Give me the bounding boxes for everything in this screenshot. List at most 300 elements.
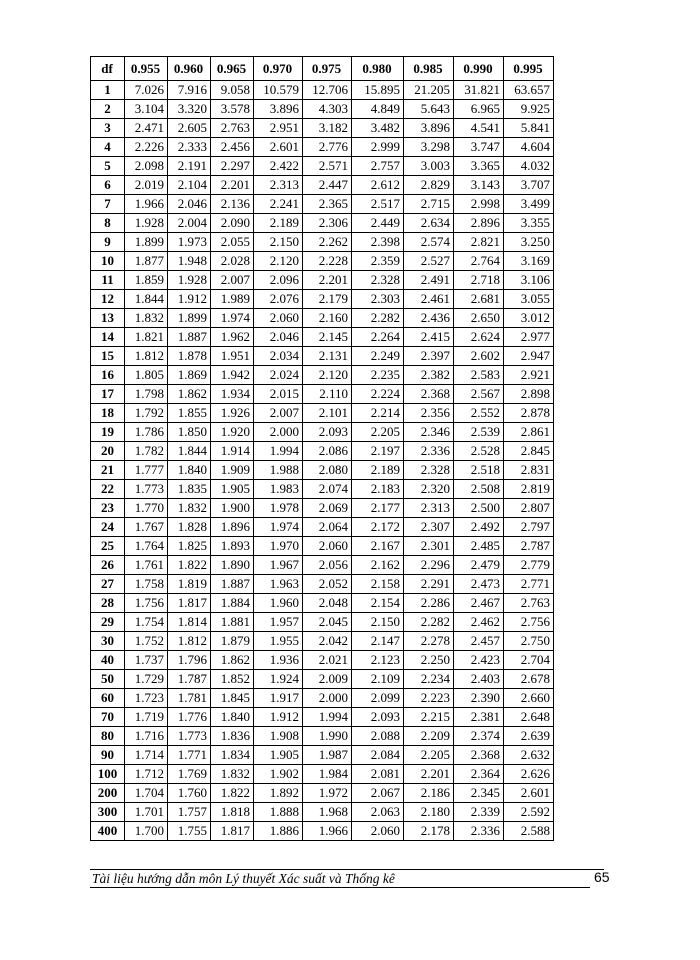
value-cell: 1.845: [211, 689, 254, 708]
value-cell: 2.235: [352, 366, 404, 385]
value-cell: 2.145: [303, 328, 352, 347]
value-cell: 1.924: [254, 670, 303, 689]
value-cell: 2.154: [352, 594, 404, 613]
value-cell: 2.060: [254, 309, 303, 328]
value-cell: 2.345: [454, 784, 504, 803]
value-cell: 1.719: [125, 708, 168, 727]
value-cell: 2.205: [404, 746, 454, 765]
value-cell: 2.162: [352, 556, 404, 575]
value-cell: 2.064: [303, 518, 352, 537]
table-row: [91, 480, 554, 499]
table-row: [91, 385, 554, 404]
df-cell: 21: [91, 461, 125, 480]
value-cell: 3.250: [504, 233, 554, 252]
value-cell: 2.074: [303, 480, 352, 499]
df-cell: 1: [91, 81, 125, 100]
value-cell: 1.987: [303, 746, 352, 765]
value-cell: 2.224: [352, 385, 404, 404]
value-cell: 3.003: [404, 157, 454, 176]
value-cell: 2.552: [454, 404, 504, 423]
value-cell: 1.776: [168, 708, 211, 727]
value-cell: 2.067: [352, 784, 404, 803]
value-cell: 2.336: [454, 822, 504, 841]
value-cell: 2.090: [211, 214, 254, 233]
value-cell: 2.517: [352, 195, 404, 214]
value-cell: 1.881: [211, 613, 254, 632]
value-cell: 2.136: [211, 195, 254, 214]
df-cell: 9: [91, 233, 125, 252]
value-cell: 2.605: [168, 119, 211, 138]
table-row: [91, 442, 554, 461]
value-cell: 1.844: [125, 290, 168, 309]
value-cell: 2.763: [211, 119, 254, 138]
value-cell: 3.355: [504, 214, 554, 233]
value-cell: 1.869: [168, 366, 211, 385]
value-cell: 2.457: [454, 632, 504, 651]
value-cell: 2.086: [303, 442, 352, 461]
table-row: [91, 404, 554, 423]
value-cell: 1.737: [125, 651, 168, 670]
table-row: [91, 518, 554, 537]
column-header-probability: 0.960: [168, 57, 211, 81]
value-cell: 1.884: [211, 594, 254, 613]
value-cell: 2.056: [303, 556, 352, 575]
value-cell: 1.787: [168, 670, 211, 689]
value-cell: 1.798: [125, 385, 168, 404]
table-body: [91, 81, 554, 841]
value-cell: 2.492: [454, 518, 504, 537]
value-cell: 1.757: [168, 803, 211, 822]
value-cell: 1.879: [211, 632, 254, 651]
value-cell: 1.822: [211, 784, 254, 803]
value-cell: 1.908: [254, 727, 303, 746]
value-cell: 3.182: [303, 119, 352, 138]
value-cell: 1.955: [254, 632, 303, 651]
value-cell: 2.339: [454, 803, 504, 822]
table-row: [91, 157, 554, 176]
table-row: [91, 594, 554, 613]
value-cell: 2.019: [125, 176, 168, 195]
value-cell: 1.723: [125, 689, 168, 708]
value-cell: 1.716: [125, 727, 168, 746]
value-cell: 2.527: [404, 252, 454, 271]
value-cell: 1.966: [125, 195, 168, 214]
value-cell: 2.096: [254, 271, 303, 290]
value-cell: 2.368: [454, 746, 504, 765]
value-cell: 1.817: [211, 822, 254, 841]
value-cell: 2.896: [454, 214, 504, 233]
value-cell: 2.422: [254, 157, 303, 176]
value-cell: 2.750: [504, 632, 554, 651]
value-cell: 2.861: [504, 423, 554, 442]
value-cell: 1.951: [211, 347, 254, 366]
value-cell: 2.764: [454, 252, 504, 271]
value-cell: 2.473: [454, 575, 504, 594]
df-cell: 70: [91, 708, 125, 727]
value-cell: 2.028: [211, 252, 254, 271]
value-cell: 1.899: [125, 233, 168, 252]
value-cell: 1.855: [168, 404, 211, 423]
value-cell: 3.104: [125, 100, 168, 119]
value-cell: 2.528: [454, 442, 504, 461]
df-cell: 7: [91, 195, 125, 214]
value-cell: 2.461: [404, 290, 454, 309]
value-cell: 1.812: [168, 632, 211, 651]
value-cell: 2.500: [454, 499, 504, 518]
footer-title: Tài liệu hướng dẫn môn Lý thuyết Xác suất và Thống kê: [92, 871, 395, 886]
value-cell: 1.704: [125, 784, 168, 803]
table-row: [91, 195, 554, 214]
value-cell: 2.093: [303, 423, 352, 442]
value-cell: 2.045: [303, 613, 352, 632]
value-cell: 3.499: [504, 195, 554, 214]
footer-rule-bottom: [90, 887, 590, 888]
table-row: [91, 499, 554, 518]
df-cell: 6: [91, 176, 125, 195]
df-cell: 23: [91, 499, 125, 518]
column-header-probability: 0.965: [211, 57, 254, 81]
table-row: [91, 556, 554, 575]
value-cell: 2.000: [254, 423, 303, 442]
value-cell: 2.080: [303, 461, 352, 480]
df-cell: 30: [91, 632, 125, 651]
df-cell: 17: [91, 385, 125, 404]
value-cell: 2.262: [303, 233, 352, 252]
value-cell: 2.177: [352, 499, 404, 518]
df-cell: 200: [91, 784, 125, 803]
value-cell: 10.579: [254, 81, 303, 100]
df-cell: 27: [91, 575, 125, 594]
value-cell: 1.890: [211, 556, 254, 575]
t-distribution-table: [90, 56, 554, 841]
value-cell: 1.852: [211, 670, 254, 689]
value-cell: 2.333: [168, 138, 211, 157]
value-cell: 3.320: [168, 100, 211, 119]
table-row: [91, 252, 554, 271]
value-cell: 2.951: [254, 119, 303, 138]
value-cell: 2.052: [303, 575, 352, 594]
value-cell: 2.063: [352, 803, 404, 822]
value-cell: 1.850: [168, 423, 211, 442]
value-cell: 1.912: [168, 290, 211, 309]
value-cell: 1.974: [254, 518, 303, 537]
value-cell: 1.769: [168, 765, 211, 784]
value-cell: 2.209: [404, 727, 454, 746]
value-cell: 1.767: [125, 518, 168, 537]
value-cell: 2.093: [352, 708, 404, 727]
value-cell: 1.760: [168, 784, 211, 803]
value-cell: 1.756: [125, 594, 168, 613]
df-cell: 3: [91, 119, 125, 138]
value-cell: 1.978: [254, 499, 303, 518]
value-cell: 2.878: [504, 404, 554, 423]
value-cell: 2.306: [303, 214, 352, 233]
value-cell: 2.382: [404, 366, 454, 385]
value-cell: 1.781: [168, 689, 211, 708]
df-cell: 28: [91, 594, 125, 613]
value-cell: 1.755: [168, 822, 211, 841]
df-cell: 5: [91, 157, 125, 176]
value-cell: 1.773: [125, 480, 168, 499]
df-cell: 12: [91, 290, 125, 309]
value-cell: 1.792: [125, 404, 168, 423]
value-cell: 1.887: [168, 328, 211, 347]
value-cell: 2.757: [352, 157, 404, 176]
value-cell: 2.189: [254, 214, 303, 233]
value-cell: 2.120: [303, 366, 352, 385]
table-row: [91, 119, 554, 138]
value-cell: 1.973: [168, 233, 211, 252]
value-cell: 1.966: [303, 822, 352, 841]
value-cell: 2.150: [254, 233, 303, 252]
value-cell: 3.169: [504, 252, 554, 271]
value-cell: 2.601: [504, 784, 554, 803]
value-cell: 1.994: [303, 708, 352, 727]
df-cell: 40: [91, 651, 125, 670]
value-cell: 1.752: [125, 632, 168, 651]
value-cell: 2.282: [404, 613, 454, 632]
value-cell: 2.286: [404, 594, 454, 613]
value-cell: 1.974: [211, 309, 254, 328]
value-cell: 2.403: [454, 670, 504, 689]
value-cell: 2.998: [454, 195, 504, 214]
value-cell: 2.226: [125, 138, 168, 157]
value-cell: 1.928: [125, 214, 168, 233]
value-cell: 2.048: [303, 594, 352, 613]
page-number: 65: [594, 869, 610, 885]
value-cell: 2.076: [254, 290, 303, 309]
value-cell: 2.947: [504, 347, 554, 366]
value-cell: 1.948: [168, 252, 211, 271]
value-cell: 1.905: [254, 746, 303, 765]
value-cell: 2.007: [254, 404, 303, 423]
value-cell: 2.776: [303, 138, 352, 157]
value-cell: 1.764: [125, 537, 168, 556]
value-cell: 2.099: [352, 689, 404, 708]
value-cell: 3.707: [504, 176, 554, 195]
value-cell: 2.829: [404, 176, 454, 195]
value-cell: 2.186: [404, 784, 454, 803]
value-cell: 2.060: [303, 537, 352, 556]
value-cell: 2.158: [352, 575, 404, 594]
value-cell: 2.602: [454, 347, 504, 366]
value-cell: 2.183: [352, 480, 404, 499]
value-cell: 3.143: [454, 176, 504, 195]
value-cell: 1.812: [125, 347, 168, 366]
value-cell: 2.228: [303, 252, 352, 271]
value-cell: 7.916: [168, 81, 211, 100]
table-row: [91, 81, 554, 100]
table-row: [91, 271, 554, 290]
value-cell: 3.896: [254, 100, 303, 119]
value-cell: 4.849: [352, 100, 404, 119]
value-cell: 3.298: [404, 138, 454, 157]
value-cell: 1.836: [211, 727, 254, 746]
value-cell: 2.467: [454, 594, 504, 613]
value-cell: 3.055: [504, 290, 554, 309]
value-cell: 2.197: [352, 442, 404, 461]
table-row: [91, 784, 554, 803]
value-cell: 2.291: [404, 575, 454, 594]
value-cell: 1.819: [168, 575, 211, 594]
table-row: [91, 803, 554, 822]
table-row: [91, 746, 554, 765]
value-cell: 1.917: [254, 689, 303, 708]
value-cell: 1.926: [211, 404, 254, 423]
value-cell: 3.365: [454, 157, 504, 176]
value-cell: 2.423: [454, 651, 504, 670]
column-header-probability: 0.985: [404, 57, 454, 81]
value-cell: 2.588: [504, 822, 554, 841]
value-cell: 1.902: [254, 765, 303, 784]
value-cell: 1.835: [168, 480, 211, 499]
value-cell: 1.714: [125, 746, 168, 765]
df-cell: 80: [91, 727, 125, 746]
df-cell: 25: [91, 537, 125, 556]
value-cell: 1.777: [125, 461, 168, 480]
value-cell: 1.960: [254, 594, 303, 613]
value-cell: 1.862: [168, 385, 211, 404]
table-row: [91, 176, 554, 195]
value-cell: 2.172: [352, 518, 404, 537]
value-cell: 2.024: [254, 366, 303, 385]
column-header-probability: 0.955: [125, 57, 168, 81]
value-cell: 2.328: [352, 271, 404, 290]
value-cell: 2.060: [352, 822, 404, 841]
table-row: [91, 575, 554, 594]
column-header-probability: 0.970: [254, 57, 303, 81]
table-row: [91, 689, 554, 708]
value-cell: 1.758: [125, 575, 168, 594]
value-cell: 2.081: [352, 765, 404, 784]
df-cell: 13: [91, 309, 125, 328]
table-row: [91, 613, 554, 632]
value-cell: 2.678: [504, 670, 554, 689]
value-cell: 2.436: [404, 309, 454, 328]
value-cell: 1.942: [211, 366, 254, 385]
value-cell: 1.832: [125, 309, 168, 328]
value-cell: 1.859: [125, 271, 168, 290]
value-cell: 2.479: [454, 556, 504, 575]
value-cell: 2.898: [504, 385, 554, 404]
value-cell: 2.819: [504, 480, 554, 499]
value-cell: 2.313: [254, 176, 303, 195]
value-cell: 2.160: [303, 309, 352, 328]
value-cell: 2.626: [504, 765, 554, 784]
value-cell: 2.624: [454, 328, 504, 347]
value-cell: 1.963: [254, 575, 303, 594]
table-row: [91, 670, 554, 689]
value-cell: 2.167: [352, 537, 404, 556]
value-cell: 2.471: [125, 119, 168, 138]
df-cell: 19: [91, 423, 125, 442]
value-cell: 1.914: [211, 442, 254, 461]
value-cell: 2.592: [504, 803, 554, 822]
value-cell: 1.928: [168, 271, 211, 290]
value-cell: 1.936: [254, 651, 303, 670]
df-cell: 24: [91, 518, 125, 537]
table-row: [91, 822, 554, 841]
value-cell: 4.303: [303, 100, 352, 119]
value-cell: 2.397: [404, 347, 454, 366]
value-cell: 2.328: [404, 461, 454, 480]
value-cell: 2.718: [454, 271, 504, 290]
value-cell: 1.828: [168, 518, 211, 537]
table-row: [91, 765, 554, 784]
value-cell: 3.747: [454, 138, 504, 157]
value-cell: 4.032: [504, 157, 554, 176]
value-cell: 1.989: [211, 290, 254, 309]
value-cell: 2.004: [168, 214, 211, 233]
value-cell: 2.346: [404, 423, 454, 442]
value-cell: 2.456: [211, 138, 254, 157]
value-cell: 2.571: [303, 157, 352, 176]
value-cell: 2.034: [254, 347, 303, 366]
df-cell: 2: [91, 100, 125, 119]
value-cell: 1.957: [254, 613, 303, 632]
value-cell: 3.578: [211, 100, 254, 119]
value-cell: 1.832: [168, 499, 211, 518]
value-cell: 1.840: [211, 708, 254, 727]
table-row: [91, 537, 554, 556]
value-cell: 4.541: [454, 119, 504, 138]
value-cell: 1.892: [254, 784, 303, 803]
value-cell: 1.782: [125, 442, 168, 461]
value-cell: 1.905: [211, 480, 254, 499]
table-row: [91, 100, 554, 119]
value-cell: 2.250: [404, 651, 454, 670]
table-row: [91, 233, 554, 252]
value-cell: 2.704: [504, 651, 554, 670]
value-cell: 1.862: [211, 651, 254, 670]
value-cell: 2.415: [404, 328, 454, 347]
value-cell: 1.796: [168, 651, 211, 670]
df-cell: 26: [91, 556, 125, 575]
value-cell: 1.896: [211, 518, 254, 537]
df-cell: 10: [91, 252, 125, 271]
value-cell: 2.123: [352, 651, 404, 670]
value-cell: 6.965: [454, 100, 504, 119]
value-cell: 2.214: [352, 404, 404, 423]
column-header-probability: 0.975: [303, 57, 352, 81]
value-cell: 2.821: [454, 233, 504, 252]
value-cell: 2.264: [352, 328, 404, 347]
value-cell: 2.359: [352, 252, 404, 271]
value-cell: 2.101: [303, 404, 352, 423]
value-cell: 2.000: [303, 689, 352, 708]
value-cell: 2.381: [454, 708, 504, 727]
value-cell: 2.977: [504, 328, 554, 347]
value-cell: 2.845: [504, 442, 554, 461]
df-cell: 29: [91, 613, 125, 632]
table-row: [91, 727, 554, 746]
value-cell: 2.069: [303, 499, 352, 518]
value-cell: 4.604: [504, 138, 554, 157]
value-cell: 1.821: [125, 328, 168, 347]
value-cell: 1.972: [303, 784, 352, 803]
value-cell: 2.398: [352, 233, 404, 252]
value-cell: 1.899: [168, 309, 211, 328]
df-cell: 16: [91, 366, 125, 385]
value-cell: 2.191: [168, 157, 211, 176]
value-cell: 2.150: [352, 613, 404, 632]
value-cell: 5.643: [404, 100, 454, 119]
value-cell: 1.818: [211, 803, 254, 822]
value-cell: 2.681: [454, 290, 504, 309]
value-cell: 2.201: [404, 765, 454, 784]
value-cell: 2.574: [404, 233, 454, 252]
table-row: [91, 708, 554, 727]
